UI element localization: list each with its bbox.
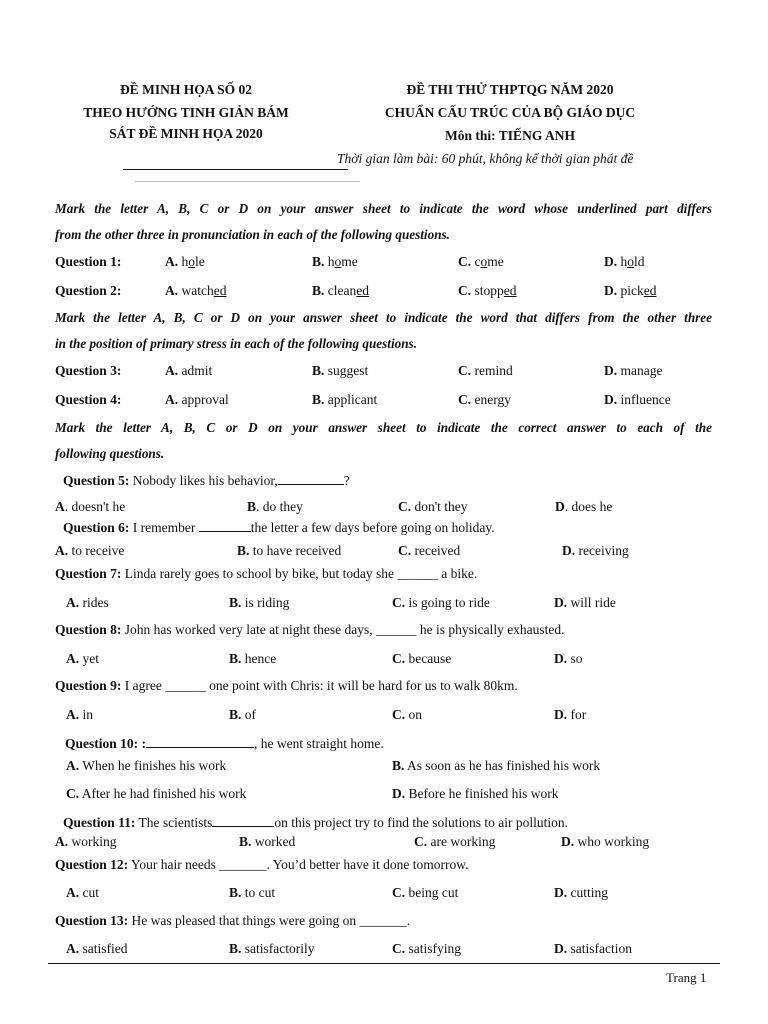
q7-option-b[interactable]: B. is riding — [229, 595, 290, 610]
q5-stem: Question 5: Nobody likes his behavior, ? — [63, 473, 350, 488]
q2-option-c[interactable]: C. stopped — [458, 283, 517, 298]
q8-option-b[interactable]: B. hence — [229, 651, 277, 666]
header-rule-thin — [135, 181, 360, 182]
q9-option-d[interactable]: D. for — [554, 707, 587, 722]
letter-d: D. — [604, 254, 618, 269]
q12-stem: Question 12: Your hair needs _______. You’d better have it done tomorrow. — [55, 857, 469, 872]
q5-blank[interactable] — [278, 472, 344, 485]
header-right-line-1: ĐỀ THI THỬ THPTQG NĂM 2020 — [406, 82, 614, 97]
q6-stem: Question 6: I remember the letter a few days before going on holiday. — [63, 520, 495, 535]
q3-option-b[interactable]: B. suggest — [312, 363, 369, 378]
letter-a: A. — [165, 363, 179, 378]
letter-d: D. — [604, 392, 618, 407]
section3-instruction-2: following questions. — [55, 446, 165, 461]
q7-option-a[interactable]: A. rides — [66, 595, 109, 610]
letter-a: A. — [165, 254, 179, 269]
letter-b: B. — [312, 254, 325, 269]
q1-option-d[interactable]: D. hold — [604, 254, 645, 269]
q12-option-b[interactable]: B. to cut — [229, 885, 276, 900]
q4-option-c[interactable]: C. energy — [458, 392, 511, 407]
letter-a: A. — [165, 283, 179, 298]
q10-option-a[interactable]: A. When he finishes his work — [66, 758, 227, 773]
q9-option-a[interactable]: A. in — [66, 707, 94, 722]
q4-option-b[interactable]: B. applicant — [312, 392, 378, 407]
q4-option-d[interactable]: D. influence — [604, 392, 671, 407]
q2-option-a[interactable]: A. watched — [165, 283, 227, 298]
q11-option-d[interactable]: D. who working — [561, 834, 650, 849]
q12-option-d[interactable]: D. cutting — [554, 885, 608, 900]
q2-option-d[interactable]: D. picked — [604, 283, 657, 298]
q11-blank[interactable] — [212, 814, 274, 827]
q5-option-c[interactable]: C. don't they — [398, 499, 468, 514]
q5-option-a[interactable]: A. doesn't he — [55, 499, 126, 514]
q6-blank[interactable] — [199, 519, 251, 532]
q13-option-b[interactable]: B. satisfactorily — [229, 941, 315, 956]
q1-option-a[interactable]: A. hole — [165, 254, 205, 269]
section2-instruction-2: in the position of primary stress in each of the following questions. — [55, 336, 417, 351]
letter-c: C. — [458, 363, 472, 378]
footer-rule — [48, 963, 720, 964]
q1-option-c[interactable]: C. come — [458, 254, 504, 269]
q5-option-b[interactable]: B. do they — [247, 499, 303, 514]
q10-option-c[interactable]: C. After he had finished his work — [66, 786, 247, 801]
q6-option-a[interactable]: A. to receive — [55, 543, 125, 558]
q11-stem: Question 11: The scientists on this project try to find the solutions to air pollution. — [63, 815, 569, 830]
letter-c: C. — [458, 392, 472, 407]
q8-option-a[interactable]: A. yet — [66, 651, 99, 666]
letter-d: D. — [604, 283, 618, 298]
q3-option-d[interactable]: D. manage — [604, 363, 663, 378]
q7-stem: Question 7: Linda rarely goes to school by bike, but today she ______ a bike. — [55, 566, 478, 581]
section3-instruction-1: Mark the letter A, B, C or D on your answer sheet to indicate the correct answer to each of the — [55, 420, 712, 435]
q8-stem: Question 8: John has worked very late at night these days, ______ he is physically exhausted. — [55, 622, 565, 637]
q9-option-c[interactable]: C. on — [392, 707, 422, 722]
q13-stem: Question 13: He was pleased that things were going on _______. — [55, 913, 411, 928]
q13-option-c[interactable]: C. satisfying — [392, 941, 461, 956]
q4-option-a[interactable]: A. approval — [165, 392, 229, 407]
q1-option-b[interactable]: B. home — [312, 254, 358, 269]
section1-instruction-2: from the other three in pronunciation in each of the following questions. — [55, 227, 450, 242]
letter-c: C. — [458, 254, 472, 269]
q6-option-d[interactable]: D. receiving — [562, 543, 629, 558]
q10-option-d[interactable]: D. Before he finished his work — [392, 786, 559, 801]
q11-option-a[interactable]: A. working — [55, 834, 117, 849]
letter-b: B. — [312, 283, 325, 298]
q8-option-c[interactable]: C. because — [392, 651, 452, 666]
q6-option-c[interactable]: C. received — [398, 543, 461, 558]
header-left-line-2: THEO HƯỚNG TINH GIẢN BÁM — [83, 105, 289, 120]
q13-option-a[interactable]: A. satisfied — [66, 941, 128, 956]
q7-option-d[interactable]: D. will ride — [554, 595, 616, 610]
q1-label: Question 1: — [55, 254, 122, 269]
letter-b: B. — [312, 363, 325, 378]
header-rule-left — [123, 169, 348, 170]
q10-blank[interactable] — [146, 735, 254, 748]
header-left-line-1: ĐỀ MINH HỌA SỐ 02 — [119, 82, 252, 97]
section1-instruction-1: Mark the letter A, B, C or D on your answer sheet to indicate the word whose underlined part differs — [55, 201, 712, 216]
q11-option-c[interactable]: C. are working — [414, 834, 496, 849]
letter-c: C. — [458, 283, 472, 298]
header-left-line-3: SÁT ĐỀ MINH HỌA 2020 — [109, 126, 263, 141]
q2-label: Question 2: — [55, 283, 122, 298]
page-number: Trang 1 — [666, 970, 707, 985]
q12-option-c[interactable]: C. being cut — [392, 885, 459, 900]
exam-time: Thời gian làm bài: 60 phút, không kể thời gian phát đề — [337, 151, 634, 166]
q10-option-b[interactable]: B. As soon as he has finished his work — [392, 758, 601, 773]
q9-stem: Question 9: I agree ______ one point with Chris: it will be hard for us to walk 80km. — [55, 678, 518, 693]
letter-a: A. — [165, 392, 179, 407]
q9-option-b[interactable]: B. of — [229, 707, 257, 722]
letter-b: B. — [312, 392, 325, 407]
section2-instruction-1: Mark the letter A, B, C or D on your answer sheet to indicate the word that differs from the other three — [55, 310, 712, 325]
q8-option-d[interactable]: D. so — [554, 651, 583, 666]
q13-option-d[interactable]: D. satisfaction — [554, 941, 632, 956]
q3-option-c[interactable]: C. remind — [458, 363, 513, 378]
q10-stem: Question 10: : , he went straight home. — [65, 736, 384, 751]
q6-option-b[interactable]: B. to have received — [237, 543, 342, 558]
q3-option-a[interactable]: A. admit — [165, 363, 213, 378]
q3-label: Question 3: — [55, 363, 122, 378]
letter-d: D. — [604, 363, 618, 378]
q2-option-b[interactable]: B. cleaned — [312, 283, 369, 298]
header-right-line-3: Môn thi: TIẾNG ANH — [445, 128, 575, 143]
q12-option-a[interactable]: A. cut — [66, 885, 99, 900]
header-right-line-2: CHUẨN CẤU TRÚC CỦA BỘ GIÁO DỤC — [384, 105, 636, 120]
q11-option-b[interactable]: B. worked — [239, 834, 296, 849]
q4-label: Question 4: — [55, 392, 122, 407]
q7-option-c[interactable]: C. is going to ride — [392, 595, 490, 610]
q5-option-d[interactable]: D. does he — [555, 499, 613, 514]
